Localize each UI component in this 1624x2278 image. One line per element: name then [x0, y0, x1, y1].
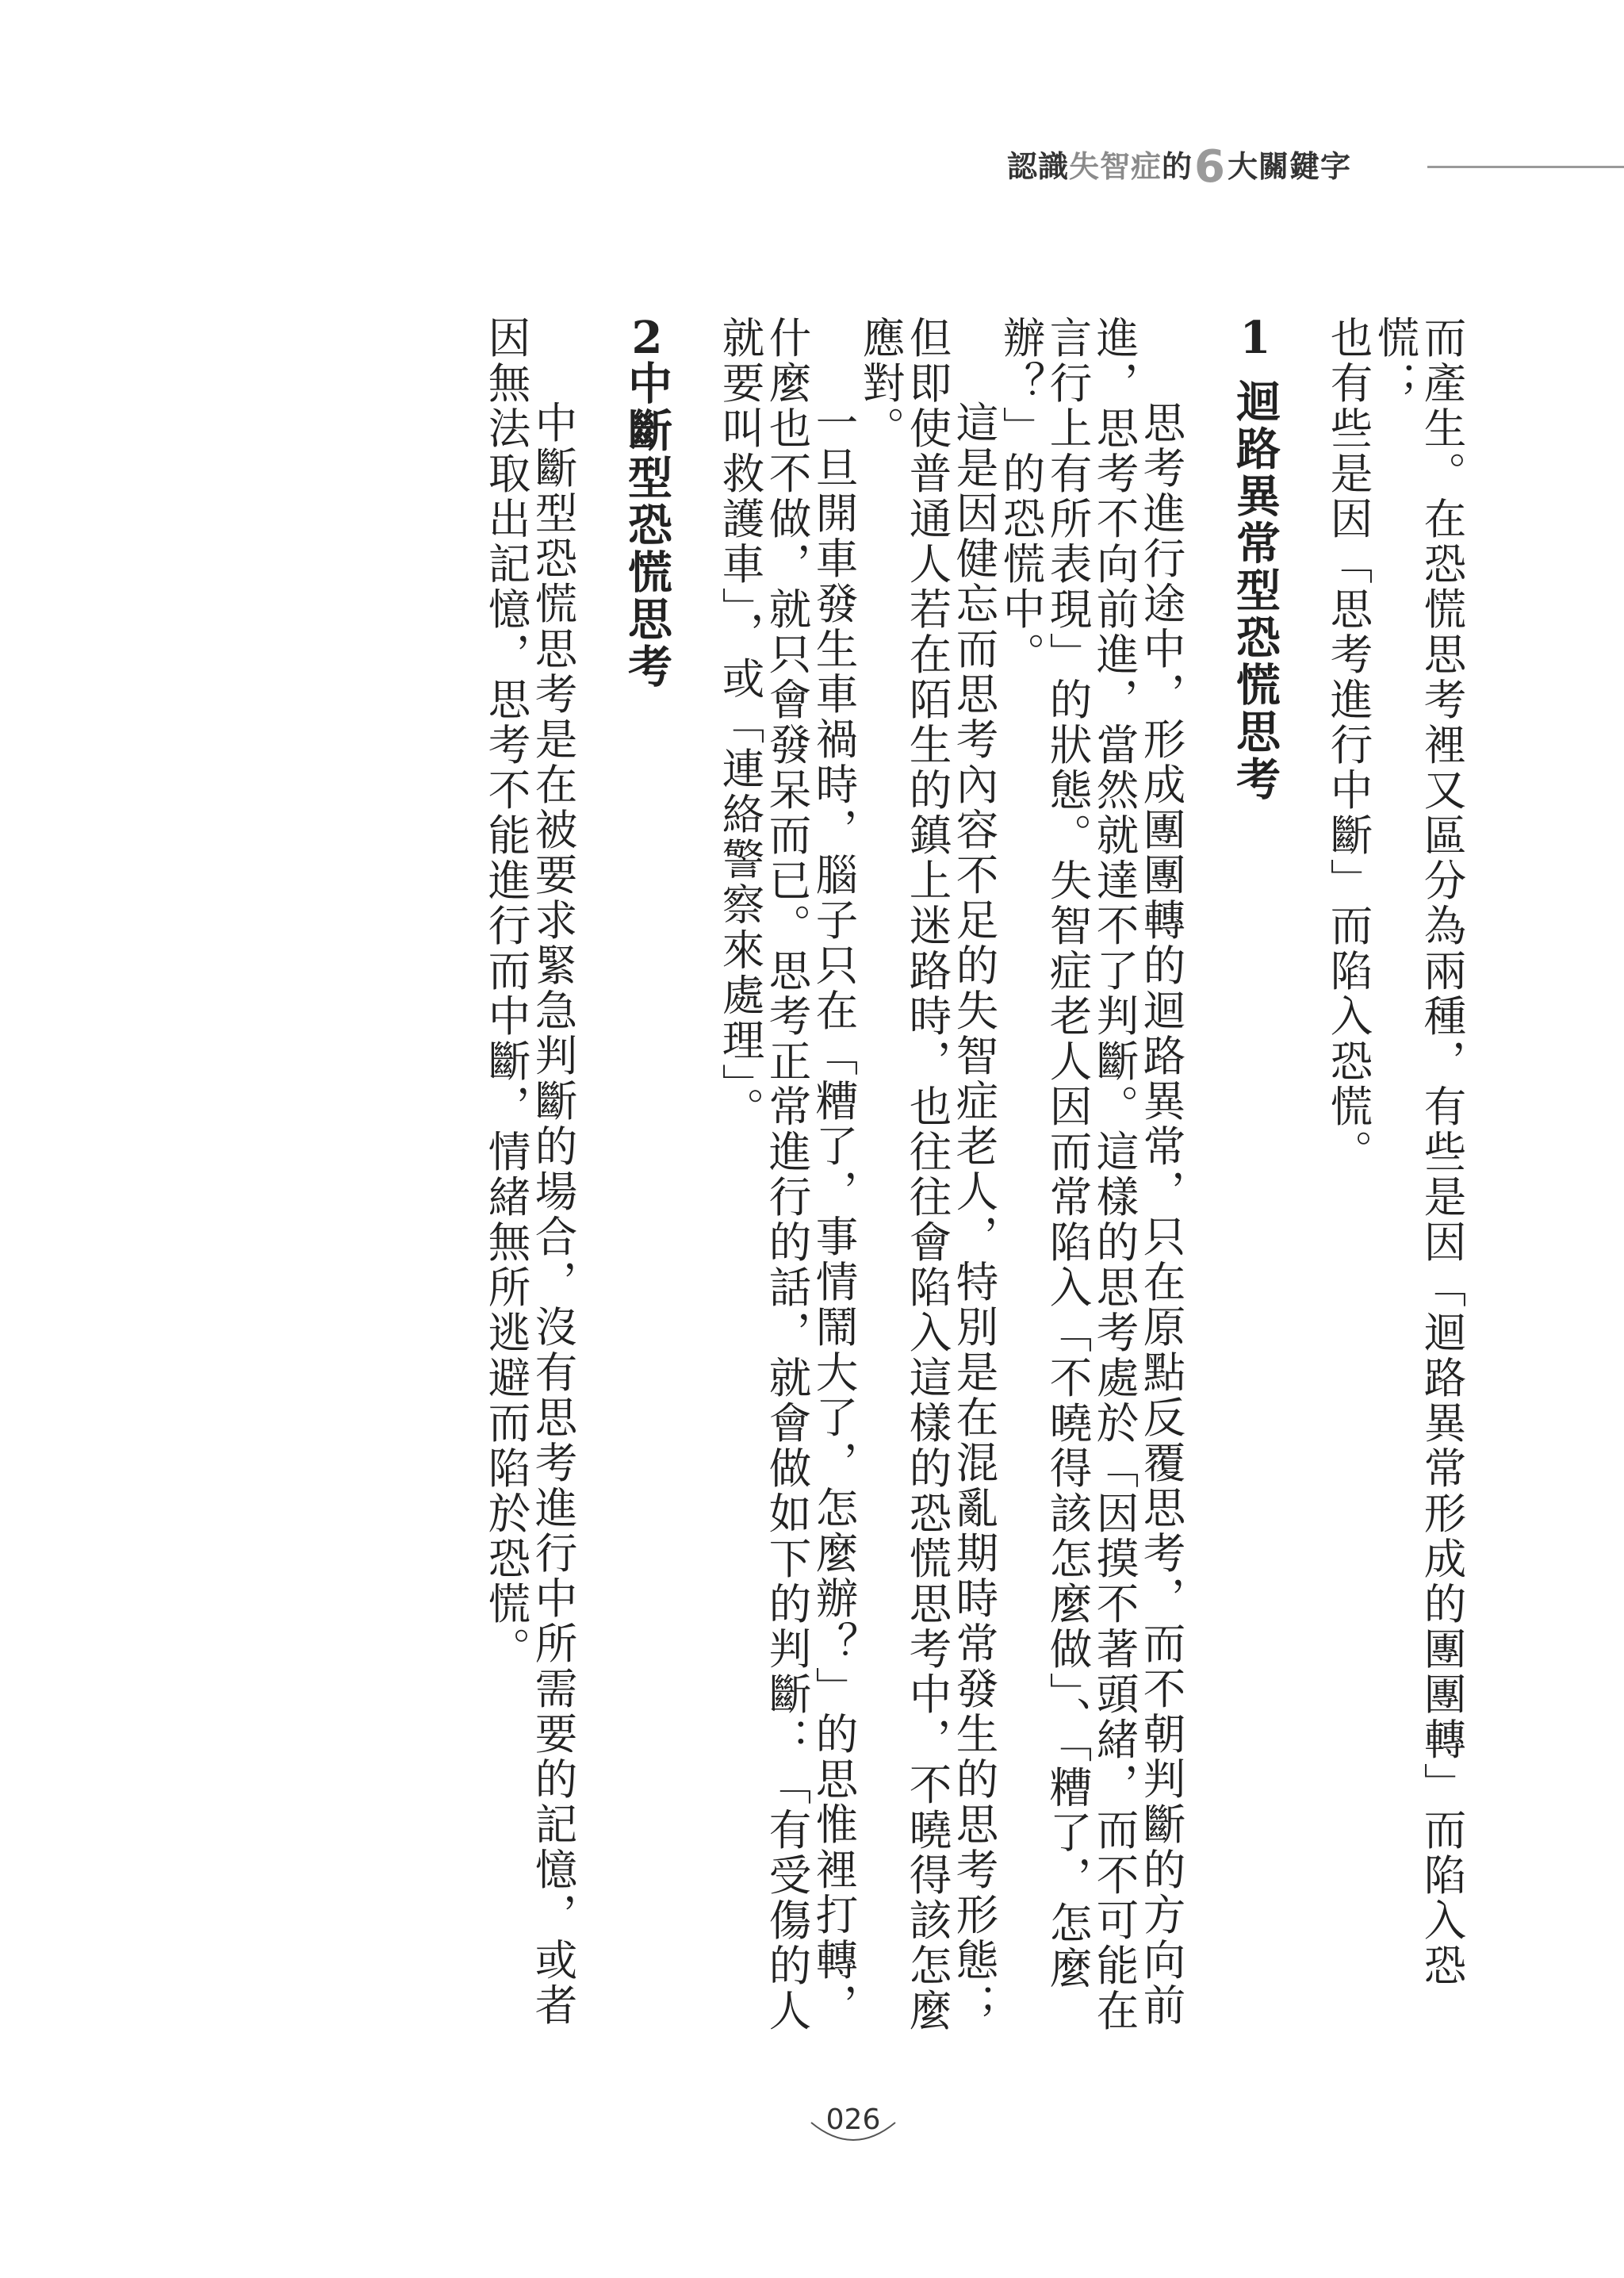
running-head-rule [1427, 166, 1624, 168]
spacer [1278, 316, 1325, 2061]
running-head-part: 失智症 [1069, 148, 1162, 184]
section-title: 迴路異常型恐慌思考 [1229, 378, 1281, 803]
section-number: 2 [631, 316, 663, 360]
section-heading [621, 316, 673, 2061]
paragraph: 中斷型恐慌思考是在被要求緊急判斷的場合，沒有思考進行中所需要的記憶，或者因無法取出記憶，思考不能進行而中斷，情緒無所逃避而陷於恐慌。 [481, 316, 578, 2028]
spacer [1185, 316, 1231, 2061]
section-number: 1 [1239, 316, 1271, 360]
running-head-part: 的 [1162, 148, 1193, 184]
page-number-text: 026 [825, 2104, 881, 2136]
spacer [576, 316, 623, 2061]
running-head-part: 認識 [1007, 148, 1070, 184]
section-heading [1229, 316, 1281, 2061]
running-head [1007, 141, 1351, 192]
spacer [670, 316, 717, 2061]
paragraph: 這是因健忘而思考內容不足的失智症老人，特別是在混亂期時常發生的思考形態；但即使普通人若在陌生的鎮上迷路時，也往往會陷入這樣的恐慌思考中，不曉得該怎麼應對。 [856, 316, 999, 2034]
page-number [806, 2100, 900, 2146]
section-title: 中斷型恐慌思考 [621, 360, 673, 691]
running-head-part: 大關鍵字 [1228, 148, 1352, 184]
body-line: 也有些是因「思考進行中斷」而陷入恐慌。 [1323, 316, 1373, 1175]
paragraph: 一旦開車發生車禍時，腦子只在「糟了，事情鬧大了，怎麼辦？」的思惟裡打轉，什麼也不做，就只會發呆而已。思考正常進行的話，就會做如下的判斷：「有受傷的人就要叫救護車」，或「連絡警察來處理」。 [715, 316, 859, 2034]
running-head-title [1007, 141, 1351, 193]
paragraph: 思考進行途中，形成團團轉的迴路異常，只在原點反覆思考，而不朝判斷的方向前進，思考不向前進，當然就達不了判斷。這樣的思考處於「因摸不著頭緒，而不可能在言行上有所表現」的狀態。失智症老人因而常陷入「不曉得該怎麼做」、「糟了，怎麼辦？」的恐慌中。 [996, 316, 1186, 2034]
running-head-number: 6 [1194, 140, 1227, 193]
page-body [483, 316, 1465, 2061]
body-line: 而產生。在恐慌思考裡又區分為兩種，有些是因「迴路異常形成的團團轉」而陷入恐慌； [1370, 316, 1467, 1988]
